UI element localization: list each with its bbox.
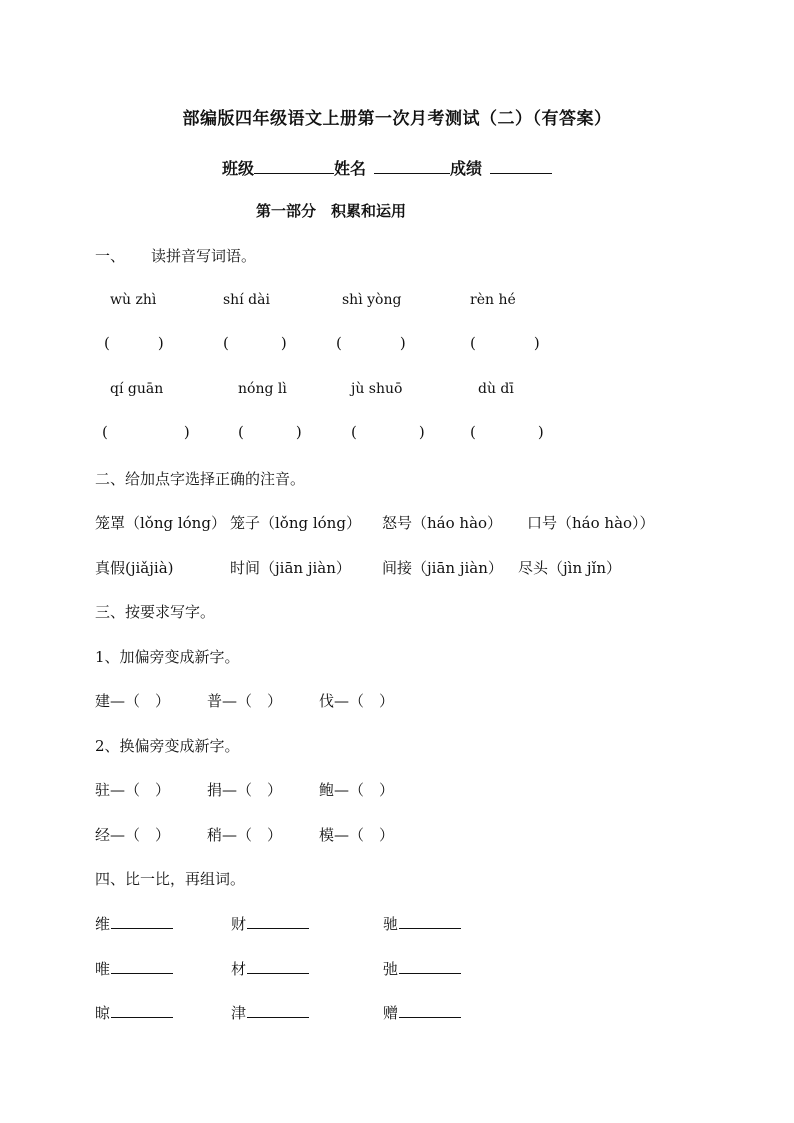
q2-item[interactable]: 真假(jiǎjià)	[95, 559, 174, 577]
q3-item[interactable]: 普—（ ）	[207, 692, 283, 710]
q1-heading-text: 读拼音写词语。	[151, 247, 257, 265]
q2-item[interactable]: 间接（jiān jiàn）	[382, 559, 503, 577]
q3-item[interactable]: 伐—（ ）	[319, 692, 395, 710]
q3-item[interactable]: 建—（ ）	[95, 692, 171, 710]
q2-item[interactable]: 笼罩（lǒng lóng）	[95, 514, 226, 532]
answer-box[interactable]: ( )	[104, 334, 164, 352]
name-label: 姓名	[334, 159, 367, 178]
answer-box[interactable]: ( )	[470, 423, 544, 441]
pinyin-6: nóng lì	[238, 381, 287, 397]
q4-item[interactable]: 驰	[383, 913, 461, 934]
q4-item[interactable]: 维	[95, 913, 173, 934]
q2-item[interactable]: 时间（jiān jiàn）	[230, 559, 351, 577]
q1-heading-num: 一、	[95, 247, 126, 265]
pinyin-5: qí guān	[110, 381, 164, 397]
q3-item[interactable]: 经—（ ）	[95, 826, 171, 844]
answer-box[interactable]: ( )	[238, 423, 302, 441]
q4-item[interactable]: 津	[231, 1002, 309, 1023]
answer-box[interactable]: ( )	[351, 423, 425, 441]
q4-item[interactable]: 晾	[95, 1002, 173, 1023]
page-title: 部编版四年级语文上册第一次月考测试（二）（有答案）	[182, 109, 612, 129]
q4-item[interactable]: 材	[231, 958, 309, 979]
student-info-line	[222, 156, 552, 179]
q4-item[interactable]: 弛	[383, 958, 461, 979]
q3-item[interactable]: 鲍—（ ）	[319, 781, 395, 799]
score-label: 成绩	[450, 159, 483, 178]
q3-item[interactable]: 驻—（ ）	[95, 781, 171, 799]
q4-heading: 四、比一比，再组词。	[95, 870, 246, 888]
pinyin-4: rèn hé	[470, 292, 516, 308]
q2-item[interactable]: 尽头（jìn jǐn）	[518, 559, 621, 577]
q4-item[interactable]: 赠	[383, 1002, 461, 1023]
answer-box[interactable]: ( )	[102, 423, 190, 441]
answer-box[interactable]: ( )	[223, 334, 287, 352]
q1-heading	[95, 245, 256, 266]
q3-item[interactable]: 稍—（ ）	[207, 826, 283, 844]
q3-sub2: 2、换偏旁变成新字。	[95, 737, 240, 755]
q4-item[interactable]: 财	[231, 913, 309, 934]
q3-sub1: 1、加偏旁变成新字。	[95, 648, 240, 666]
part-heading: 第一部分 积累和运用	[256, 202, 407, 220]
answer-box[interactable]: ( )	[470, 334, 540, 352]
q3-item[interactable]: 模—（ ）	[319, 826, 395, 844]
pinyin-3: shì yòng	[342, 292, 402, 308]
pinyin-8: dù dī	[478, 381, 514, 397]
pinyin-2: shí dài	[223, 292, 270, 308]
class-label: 班级	[222, 159, 255, 178]
q4-item[interactable]: 唯	[95, 958, 173, 979]
q2-item[interactable]: 口号（háo hào））	[527, 514, 655, 532]
q2-heading: 二、给加点字选择正确的注音。	[95, 470, 306, 488]
pinyin-1: wù zhì	[110, 292, 157, 308]
q2-item[interactable]: 怒号（háo hào）	[382, 514, 503, 532]
q3-heading: 三、按要求写字。	[95, 603, 216, 621]
answer-box[interactable]: ( )	[336, 334, 406, 352]
q2-item[interactable]: 笼子（lǒng lóng）	[230, 514, 361, 532]
q3-item[interactable]: 捐—（ ）	[207, 781, 283, 799]
score-blank[interactable]	[490, 159, 552, 174]
class-blank[interactable]	[254, 159, 334, 174]
pinyin-7: jù shuō	[351, 381, 403, 397]
name-blank[interactable]	[374, 159, 450, 174]
